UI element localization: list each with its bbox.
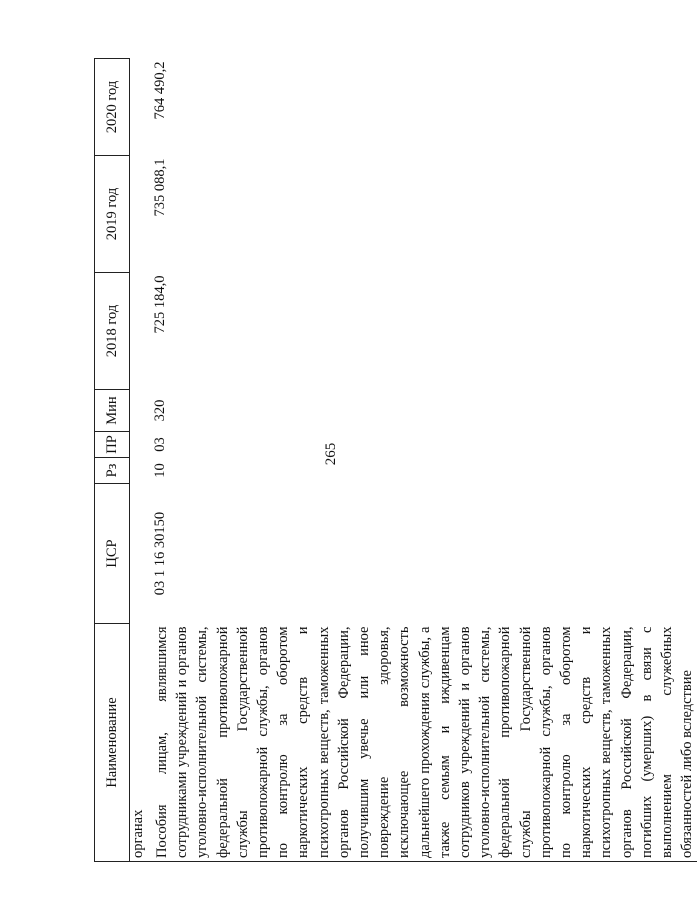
row-min: 320 <box>152 399 168 422</box>
table-header-row <box>95 59 130 862</box>
header-2020: 2020 год <box>95 59 130 156</box>
row-csr: 03 1 16 30150 <box>152 511 168 596</box>
header-pr: ПР <box>95 432 130 458</box>
header-rz: Рз <box>95 458 130 484</box>
header-2019: 2019 год <box>95 156 130 273</box>
page-number: 265 <box>323 442 339 466</box>
row-2020: 764 490,2 <box>152 61 168 120</box>
rotated-table-container <box>94 59 696 862</box>
row-2019: 735 088,1 <box>152 158 168 217</box>
header-csr: ЦСР <box>95 484 130 624</box>
row-pr: 03 <box>152 437 168 452</box>
continuation-text: органах <box>130 624 153 862</box>
row-2018: 725 184,0 <box>152 275 168 334</box>
row-rz: 10 <box>152 463 168 478</box>
header-name: Наименование <box>95 624 130 862</box>
table-row-continuation <box>130 59 153 862</box>
header-2018: 2018 год <box>95 273 130 390</box>
budget-table <box>94 58 697 862</box>
header-min: Мин <box>95 390 130 432</box>
table-row <box>152 59 697 862</box>
row-name: Пособия лицам, являвшимся сотрудниками учреждений и органов уголовно-исполнительной системы, федеральной противопожарной службы Государственной противопожарной службы, органов по контролю за оборотом наркотических средств и психотропных веществ, таможенных органов Российской Федерации, получившим увечье или иное повреждение здоровья, исключающее возможность дальнейшего прохождения службы, а также семьям и иждивенцам сотрудников учреждений и органов уголовно-исполнительной системы, федеральной противопожарной службы Государственной противопожарной службы, органов по контролю за оборотом наркотических средств и психотропных веществ, таможенных органов Российской Федерации, погибших (умерших) в связи с выполнением служебных обязанностей либо вследствие <box>152 624 697 862</box>
